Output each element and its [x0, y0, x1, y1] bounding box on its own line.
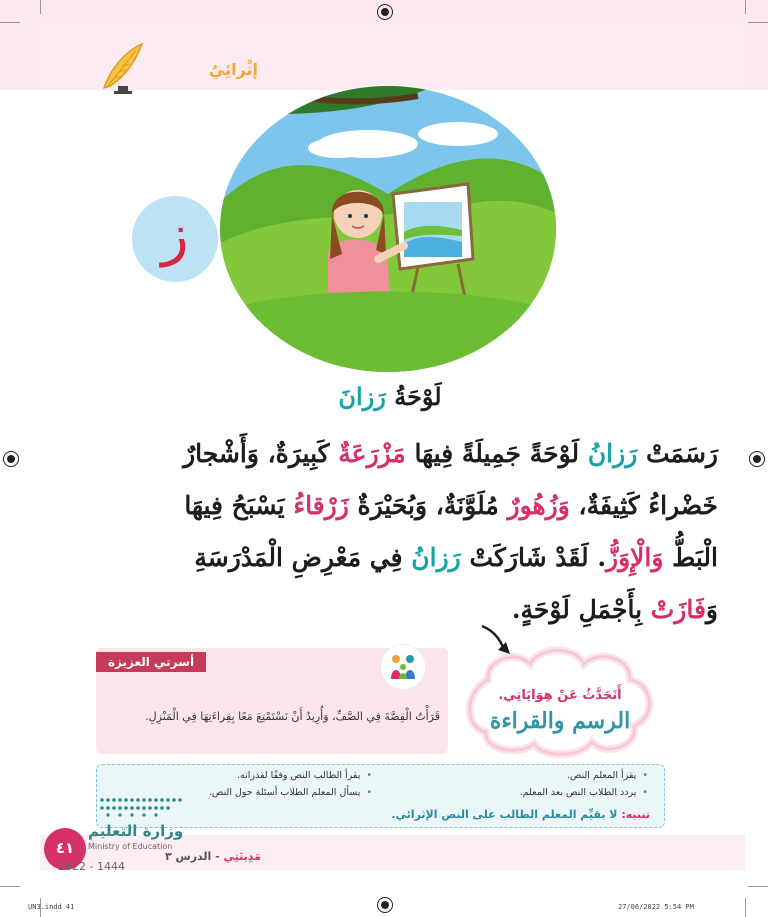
story-text: كَبِيرَةٌ، وَأَشْجارٌ — [183, 439, 339, 468]
slug-date: 27/06/2022 5:54 PM — [618, 903, 694, 911]
story-body — [50, 428, 718, 636]
story-title-word: لَوْحَةُ — [385, 382, 442, 411]
story-text: رَسَمَتْ — [637, 439, 718, 468]
story-highlight: وَزُهُورٌ — [507, 491, 570, 520]
hobby-answer: الرسم والقراءة — [489, 708, 631, 734]
registration-mark-icon — [377, 4, 393, 20]
crop-line — [748, 22, 768, 23]
story-highlight: رَزانُ — [587, 439, 638, 468]
warning-text: لا يقيِّم المعلم الطالب على النص الإثرائي. — [391, 808, 622, 821]
story-text: فِي مَعْرِضِ الْمَدْرَسَةِ — [194, 543, 412, 572]
story-line — [50, 584, 718, 636]
section-title: إثْرائِيٌ — [208, 60, 258, 79]
crop-line — [40, 0, 41, 14]
unit-title: مَدِينَتِي — [223, 850, 261, 863]
story-text: خَضْراءُ كَثِيفَةٌ، — [569, 491, 718, 520]
crop-line — [748, 886, 768, 887]
crop-line — [745, 0, 746, 14]
crop-line — [0, 886, 20, 887]
teacher-warning — [391, 808, 650, 821]
bottom-band — [40, 835, 745, 870]
teacher-note: • يقرأ الطالب النص وفقًا لقدراته. — [237, 770, 372, 781]
lesson-label: - الدرس ٣ — [165, 850, 224, 863]
registration-mark-icon — [377, 897, 393, 913]
story-highlight: زَرْقاءُ — [293, 491, 349, 520]
story-title — [280, 382, 500, 411]
story-text: الْبَطُّ — [663, 543, 718, 572]
family-note-header: أسرتي العزيزة — [96, 652, 206, 672]
story-line — [50, 480, 718, 532]
story-text: يَسْبَحُ فِيهَا — [184, 491, 294, 520]
ministry-name-ar: وزارة التعليم — [88, 822, 184, 840]
story-highlight: مَزْرَعَةٌ — [338, 439, 406, 468]
teacher-note: • يقرأ المعلم النص. — [567, 770, 648, 781]
vision-2030-logo — [98, 794, 186, 818]
family-note-text: قَرَأْتُ الْقِصَّةَ فِي الصَّفِّ، وَأُرِيدُ أَنْ نَسْتَمْتِعَ مَعًا بِقِراءَتِهَا فِي الْمَنْزِلِ. — [145, 710, 440, 723]
story-text: لَوْحَةً جَمِيلَةً فِيهَا — [405, 439, 588, 468]
crop-line — [745, 898, 746, 917]
ministry-name-en: Ministry of Education — [88, 842, 173, 851]
story-text: مُلَوَّنَةٌ، وَبُحَيْرَةٌ — [348, 491, 508, 520]
story-highlight: فَازَتْ — [650, 595, 706, 624]
story-highlight: وَالْإِوَزُّ — [606, 543, 664, 572]
story-text: وَ — [705, 595, 718, 624]
story-illustration — [218, 84, 558, 374]
story-title-name: رَزانَ — [338, 382, 386, 411]
warning-label: تنبيه: — [621, 808, 650, 821]
teacher-note: • يسأل المعلم الطلاب أسئلة حول النص. — [209, 787, 372, 798]
page-number: ٤١ — [55, 839, 75, 857]
registration-mark-icon — [749, 451, 765, 467]
family-icon — [380, 644, 426, 690]
arrow-icon — [478, 622, 518, 662]
featured-letter: ز — [161, 203, 189, 268]
story-text: بِأَجْمَلِ لَوْحَةٍ. — [511, 595, 651, 624]
slug-file: UN3.indd 41 — [28, 903, 75, 911]
hobby-prompt: أَتَحَدَّثُ عَنْ هِوَايَاتِي. — [498, 688, 622, 703]
edition-year: 2022 - 1444 — [58, 860, 125, 873]
story-line — [50, 428, 718, 480]
quill-icon — [96, 40, 146, 95]
crop-line — [0, 22, 20, 23]
unit-lesson — [165, 850, 261, 863]
teacher-note: • يردد الطلاب النص بعد المعلم. — [520, 787, 648, 798]
story-highlight: رَزانُ — [411, 543, 461, 572]
story-text: . لَقَدْ شَارَكَتْ — [460, 543, 607, 572]
story-line — [50, 532, 718, 584]
registration-mark-icon — [3, 451, 19, 467]
